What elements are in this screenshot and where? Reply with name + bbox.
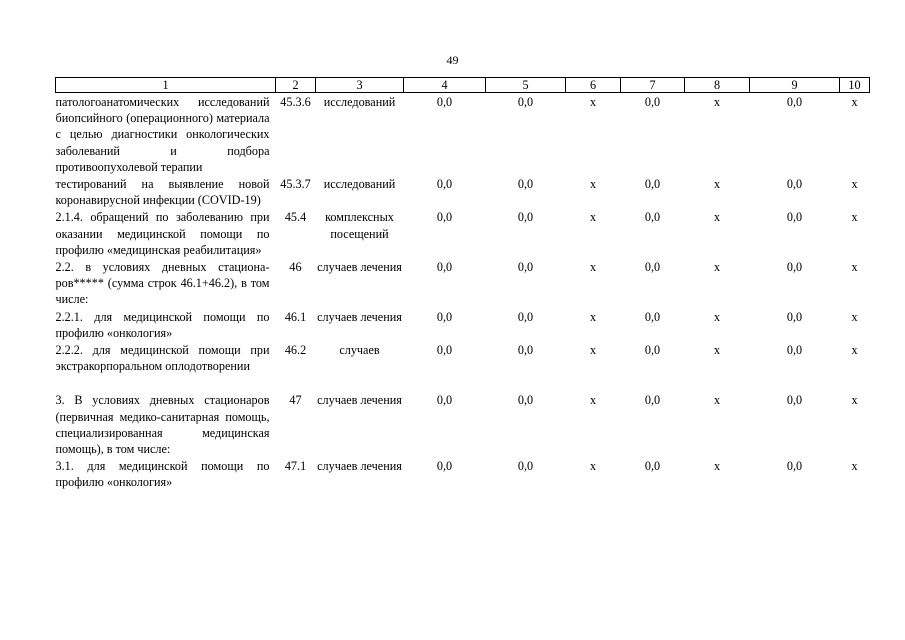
cell-col7: 0,0	[644, 210, 661, 225]
row-unit: случаев	[339, 343, 380, 358]
spacer-cell	[56, 374, 870, 391]
page-number: 49	[446, 53, 459, 67]
table-row	[56, 258, 870, 308]
cell-col7: 0,0	[644, 177, 661, 192]
cell-col8: х	[713, 343, 721, 358]
cell-col7: 0,0	[644, 309, 661, 324]
row-unit: исследований	[323, 177, 396, 192]
cell-col4: 0,0	[436, 260, 453, 275]
cell-col10: х	[851, 393, 858, 408]
spacer-row	[56, 374, 870, 391]
cell-col9: 0,0	[786, 210, 803, 225]
cell-col8: х	[713, 260, 721, 275]
indicators-table	[55, 77, 870, 491]
cell-col7: 0,0	[644, 459, 661, 474]
column-number-header-row	[56, 78, 870, 93]
cell-col5: 0,0	[517, 343, 534, 358]
table-row	[56, 341, 870, 374]
row-unit: случаев лечения	[317, 393, 402, 408]
cell-col4: 0,0	[436, 393, 453, 408]
cell-col4: 0,0	[436, 309, 453, 324]
cell-col5: 0,0	[517, 309, 534, 324]
cell-col8: х	[713, 95, 721, 109]
table-row	[56, 208, 870, 258]
column-header: 8	[685, 78, 750, 93]
cell-col7: 0,0	[644, 95, 661, 109]
cell-col4: 0,0	[436, 210, 453, 225]
row-description: 2.2. в условиях дневных стационаров***** (сумма строк 46.1+46.2), в том числе:	[55, 260, 270, 307]
row-unit: случаев лечения	[317, 309, 402, 324]
cell-col6: х	[589, 393, 597, 408]
cell-col10: х	[851, 95, 858, 109]
cell-col8: х	[713, 210, 721, 225]
cell-col6: х	[589, 210, 597, 225]
cell-col7: 0,0	[644, 393, 661, 408]
cell-col9: 0,0	[786, 393, 803, 408]
column-header: 5	[486, 78, 566, 93]
row-unit: случаев лечения	[317, 260, 402, 275]
cell-col5: 0,0	[517, 95, 534, 109]
cell-col4: 0,0	[436, 343, 453, 358]
column-header: 10	[840, 78, 870, 93]
table-row	[56, 457, 870, 490]
row-code: 46.1	[284, 309, 307, 324]
cell-col4: 0,0	[436, 95, 453, 109]
cell-col5: 0,0	[517, 210, 534, 225]
cell-col10: х	[851, 177, 858, 192]
cell-col6: х	[589, 309, 597, 324]
row-code: 46	[289, 260, 302, 275]
cell-col10: х	[851, 343, 858, 358]
cell-col5: 0,0	[517, 393, 534, 408]
cell-col10: х	[851, 459, 858, 474]
table-row	[56, 308, 870, 341]
column-header: 6	[566, 78, 621, 93]
column-header: 4	[404, 78, 486, 93]
column-header: 3	[316, 78, 404, 93]
cell-col5: 0,0	[517, 177, 534, 192]
row-unit: случаев лечения	[317, 459, 402, 474]
table-row	[56, 175, 870, 208]
row-description: 2.1.4. обращений по заболеванию при оказании медицинской помощи по профилю «медицинская реабилитация»	[55, 210, 270, 257]
column-header: 9	[750, 78, 840, 93]
cell-col9: 0,0	[786, 343, 803, 358]
cell-col8: х	[713, 177, 721, 192]
cell-col4: 0,0	[436, 177, 453, 192]
row-code: 45.3.7	[280, 177, 311, 192]
row-code: 45.4	[284, 210, 307, 225]
cell-col6: х	[589, 95, 597, 109]
cell-col8: х	[713, 309, 721, 324]
cell-col9: 0,0	[786, 177, 803, 192]
cell-col7: 0,0	[644, 343, 661, 358]
cell-col9: 0,0	[786, 95, 803, 109]
cell-col10: х	[851, 210, 858, 225]
row-code: 47	[289, 393, 302, 408]
row-description: патологоанатомических исследований биопсийного (операционного) материала с целью диагностики онкологических заболеваний и подбора противоопухолевой терапии	[55, 95, 270, 174]
row-unit: комплексных посещений	[325, 210, 394, 241]
row-code: 47.1	[284, 459, 307, 474]
column-header: 2	[276, 78, 316, 93]
cell-col7: 0,0	[644, 260, 661, 275]
row-description: тестирований на выявление новой коронавирусной инфекции (COVID-19)	[55, 177, 270, 208]
cell-col9: 0,0	[786, 459, 803, 474]
row-unit: исследований	[323, 95, 396, 109]
cell-col6: х	[589, 459, 597, 474]
cell-col8: х	[713, 393, 721, 408]
column-header: 1	[56, 78, 276, 93]
cell-col8: х	[713, 459, 721, 474]
row-description: 2.2.2. для медицинской помощи при экстракорпоральном оплодотворении	[55, 343, 270, 374]
cell-col4: 0,0	[436, 459, 453, 474]
row-description: 2.2.1. для медицинской помощи по профилю «онкология»	[55, 309, 270, 340]
table-row	[56, 391, 870, 457]
cell-col6: х	[589, 343, 597, 358]
cell-col9: 0,0	[786, 309, 803, 324]
cell-col5: 0,0	[517, 260, 534, 275]
cell-col9: 0,0	[786, 260, 803, 275]
row-description: 3. В условиях дневных стационаров (первичная медико-санитарная помощь, специализированная медицинская помощь), в том числе:	[55, 393, 270, 457]
column-header: 7	[621, 78, 685, 93]
row-code: 45.3.6	[280, 95, 311, 109]
table-row	[56, 93, 870, 176]
row-description: 3.1. для медицинской помощи по профилю «онкология»	[55, 459, 270, 490]
cell-col10: х	[851, 260, 858, 275]
cell-col6: х	[589, 260, 597, 275]
row-code: 46.2	[284, 343, 307, 358]
cell-col5: 0,0	[517, 459, 534, 474]
cell-col10: х	[851, 309, 858, 324]
cell-col6: х	[589, 177, 597, 192]
